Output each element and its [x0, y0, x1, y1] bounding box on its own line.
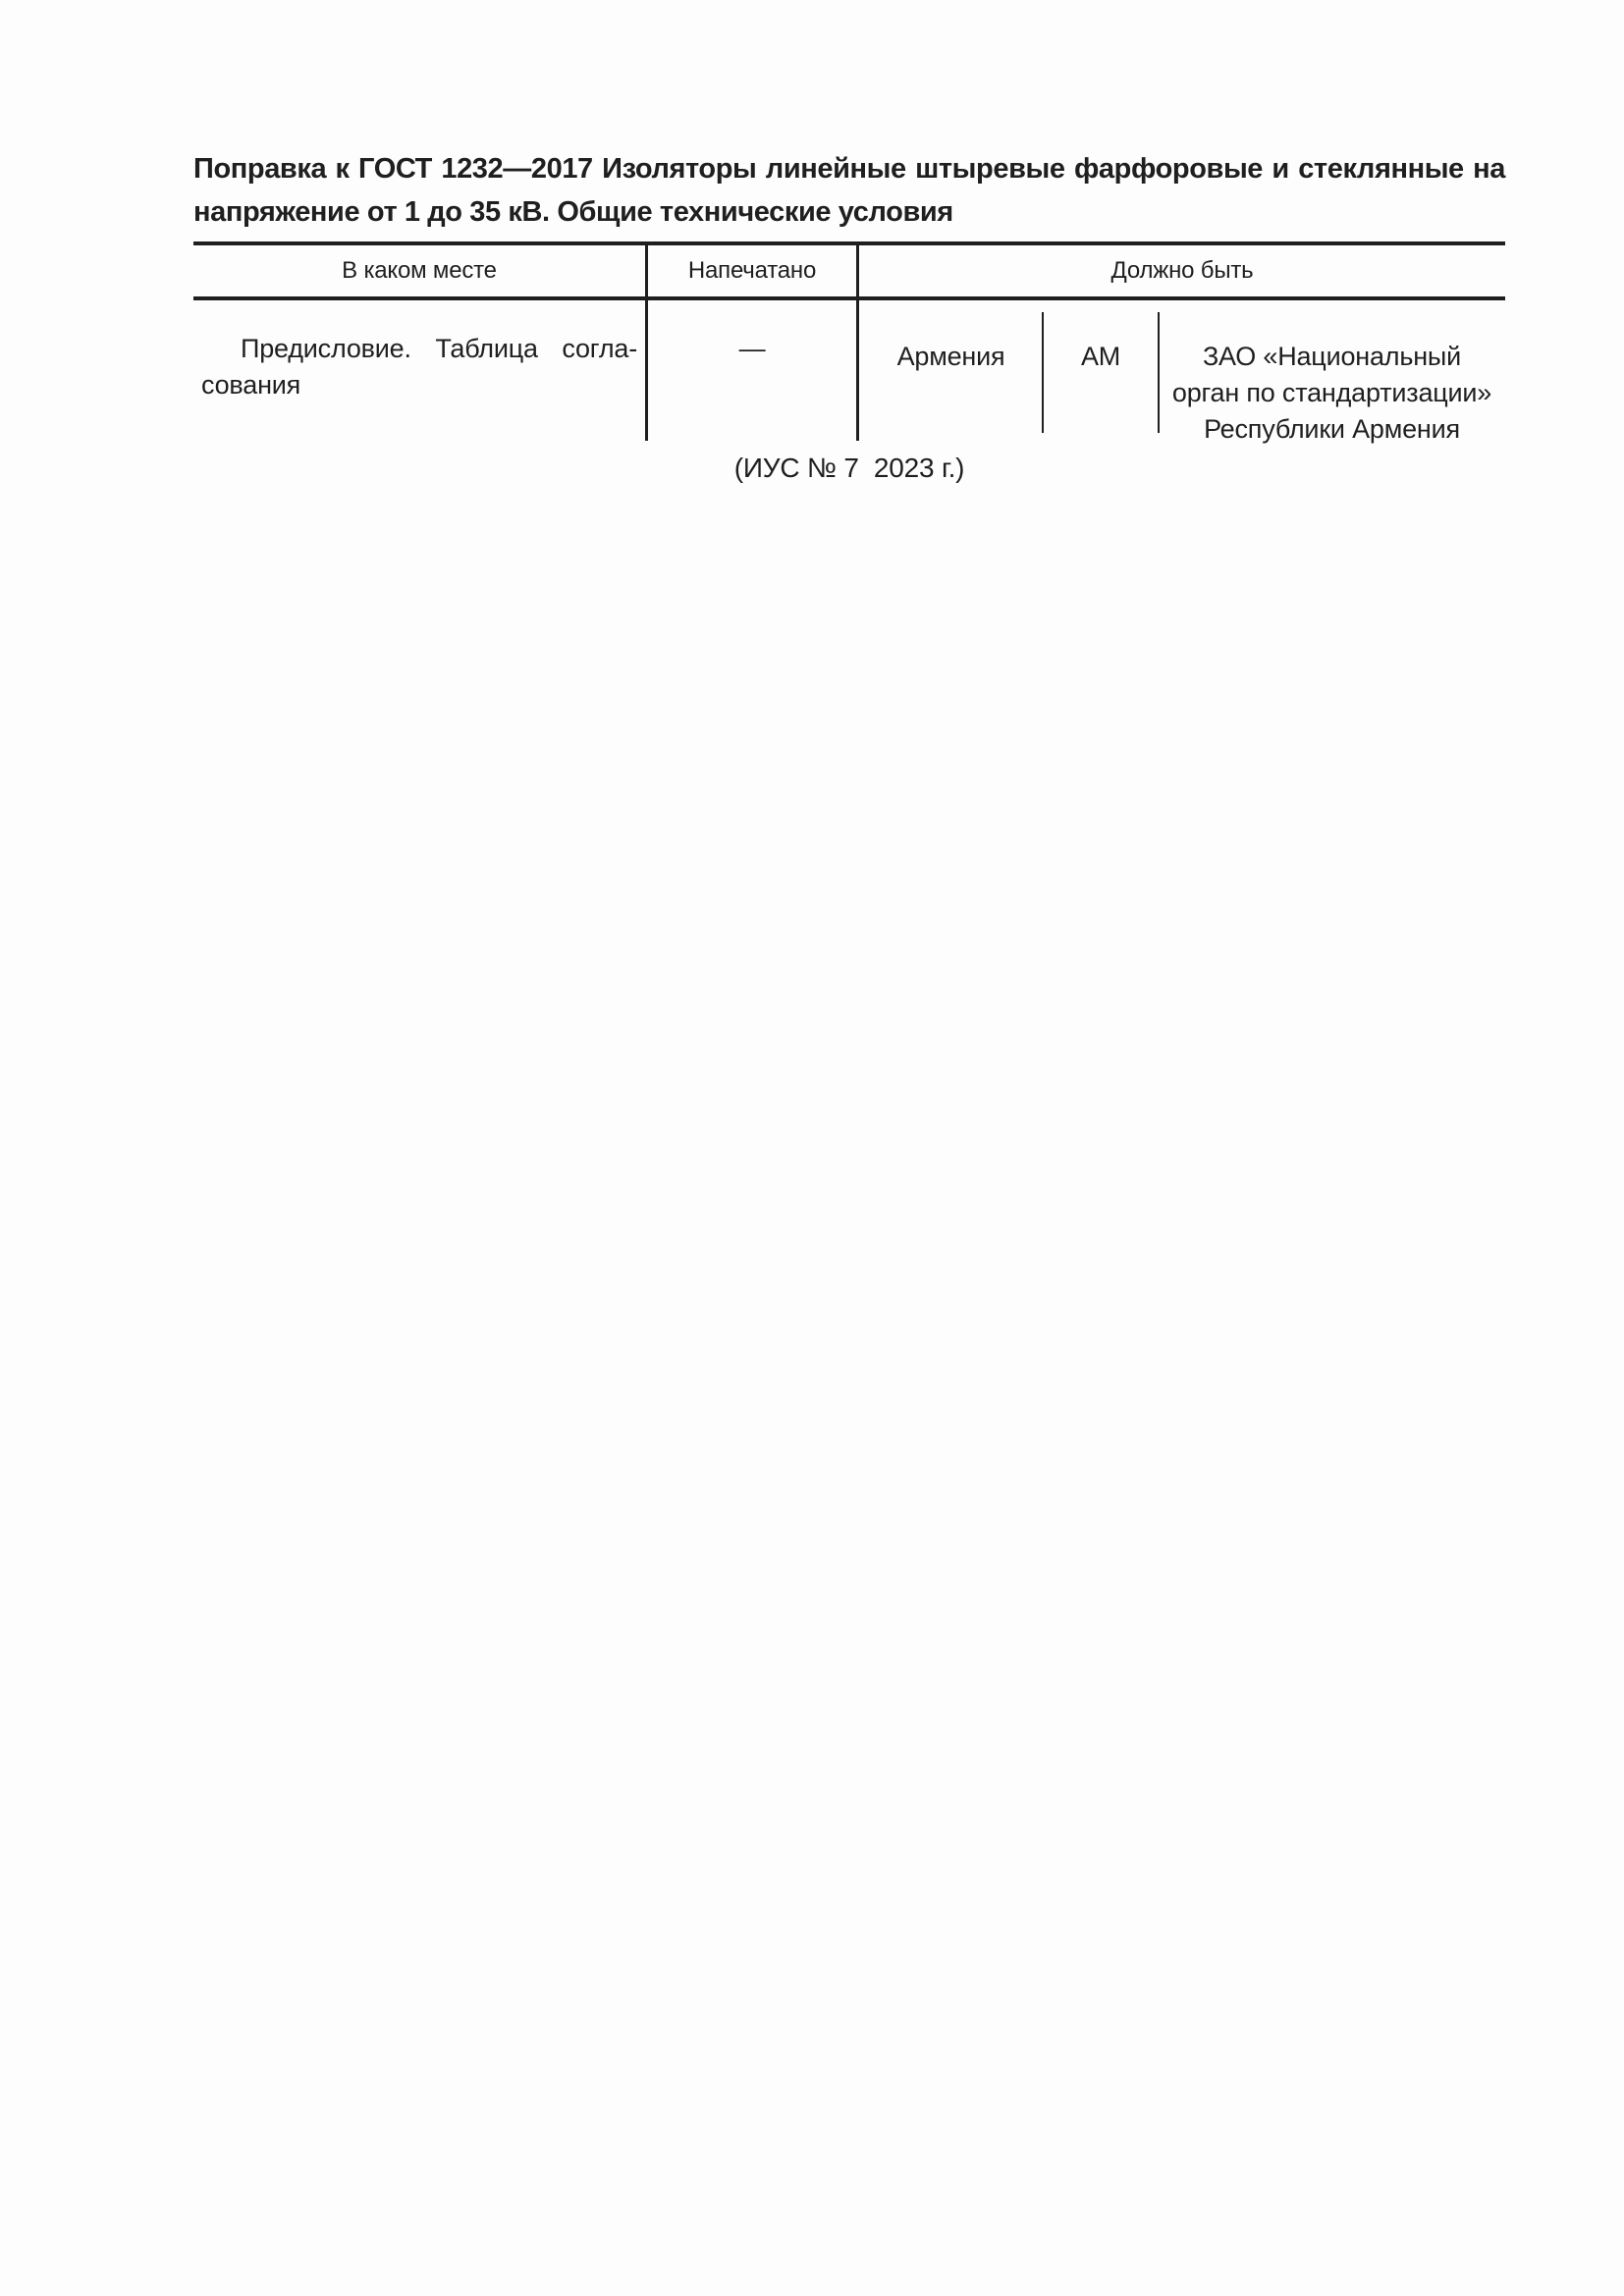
cell-organization-line-1: ЗАО «Национальный	[1202, 342, 1462, 371]
cell-location	[193, 300, 648, 441]
cell-organization	[1159, 339, 1505, 444]
em-dash-placeholder: —	[738, 334, 766, 363]
cell-organization-line-2: орган по стандартизации»	[1171, 378, 1492, 407]
page-title-line-2: напряжение от 1 до 35 кВ. Общие технические условия	[193, 196, 953, 228]
cell-should-be	[859, 300, 1505, 444]
page-content	[193, 0, 1505, 484]
ius-issue-reference: (ИУС № 7 2023 г.)	[733, 453, 965, 483]
table-row	[193, 300, 1505, 444]
cell-printed	[648, 300, 859, 441]
page-title-line-1: Поправка к ГОСТ 1232—2017 Изоляторы линейные штыревые фарфоровые и стеклянные на	[193, 153, 1505, 185]
cell-country	[859, 339, 1043, 441]
table-header-row	[193, 245, 1505, 300]
subcolumn-divider	[1042, 312, 1044, 433]
column-header-location: В каком месте	[193, 245, 648, 296]
page-title	[193, 147, 1505, 234]
column-header-should-be: Должно быть	[1110, 257, 1254, 284]
cell-country-text: Армения	[896, 342, 1005, 371]
cell-organization-line-3: Республики Армения	[1204, 414, 1460, 444]
cell-country-code	[1043, 339, 1159, 441]
cell-country-code-text: АМ	[1080, 342, 1121, 371]
amendment-table	[193, 241, 1505, 444]
subcolumn-divider	[1158, 312, 1160, 433]
column-header-printed: Напечатано	[648, 245, 859, 296]
cell-location-line-2: сования	[201, 370, 301, 400]
cell-location-line-1: Предисловие. Таблица согла-	[241, 334, 637, 363]
